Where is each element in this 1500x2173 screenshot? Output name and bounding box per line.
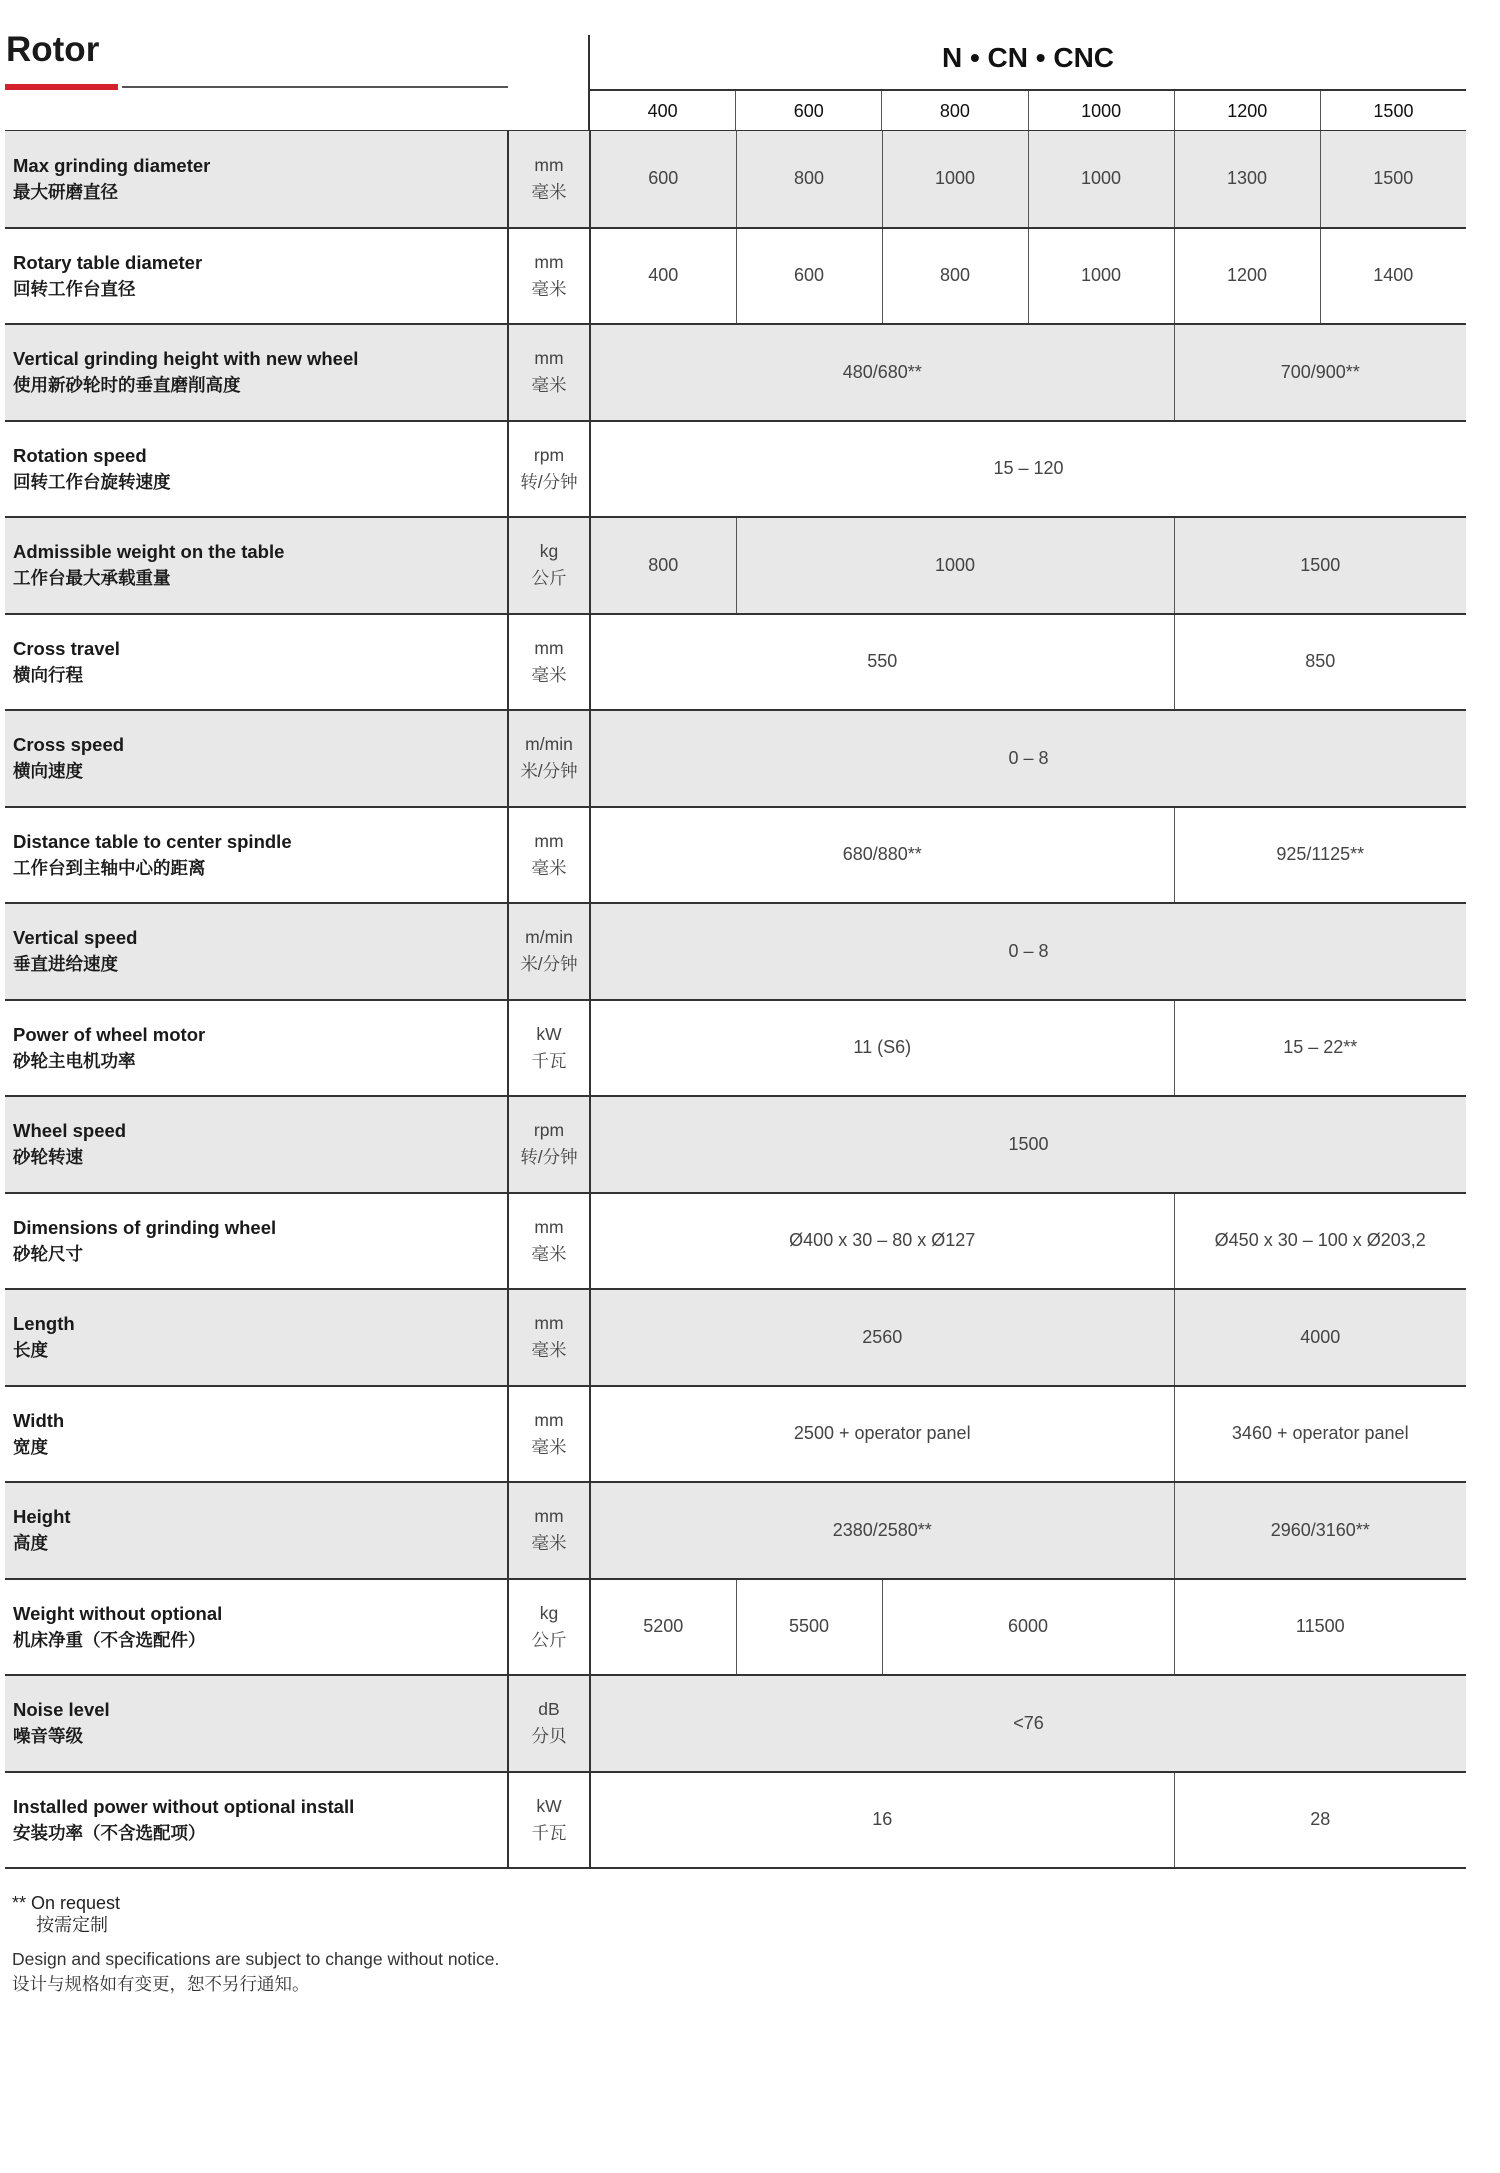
footnote [12, 1892, 120, 1936]
value-cell: Ø400 x 30 – 80 x Ø127 [590, 1193, 1174, 1290]
parameter-name-zh: 回转工作台旋转速度 [13, 471, 171, 492]
value-cell: 5500 [736, 1579, 882, 1676]
parameter-cell [5, 1193, 508, 1290]
value-cell: 800 [882, 228, 1028, 325]
parameter-cell [5, 1386, 508, 1483]
parameter-name-zh: 安装功率（不含选配项） [13, 1822, 206, 1843]
table-row [5, 710, 1466, 807]
unit-zh: 转/分钟 [520, 1147, 578, 1168]
disclaimer-en: Design and specifications are subject to change without notice. [12, 1949, 500, 1969]
unit-cell [508, 1000, 590, 1097]
parameter-name-en: Cross travel [13, 637, 120, 659]
table-row [5, 517, 1466, 614]
unit-zh: 米/分钟 [520, 761, 578, 782]
value-cell: 1500 [590, 1096, 1466, 1193]
table-row [5, 421, 1466, 518]
parameter-name-zh: 工作台最大承载重量 [13, 568, 171, 589]
table-row [5, 1096, 1466, 1193]
value-cell: 0 – 8 [590, 710, 1466, 807]
parameter-cell [5, 324, 508, 421]
unit-en: kW [536, 1795, 562, 1816]
unit-en: mm [534, 1506, 564, 1527]
parameter-name-en: Distance table to center spindle [13, 830, 292, 852]
unit-cell [508, 614, 590, 711]
parameter-cell [5, 1675, 508, 1772]
unit-zh: 毫米 [531, 375, 567, 396]
disclaimer-zh: 设计与规格如有变更，恕不另行通知。 [12, 1974, 310, 1994]
value-cell: 1400 [1320, 228, 1466, 325]
unit-cell [508, 710, 590, 807]
unit-en: mm [534, 830, 564, 851]
parameter-cell [5, 131, 508, 228]
disclaimer [12, 1947, 499, 1997]
parameter-name-en: Power of wheel motor [13, 1023, 206, 1045]
unit-en: mm [534, 637, 564, 658]
unit-cell [508, 1289, 590, 1386]
value-cell: 800 [590, 517, 736, 614]
parameter-name-en: Rotary table diameter [13, 251, 203, 273]
parameter-name-zh: 噪音等级 [13, 1726, 83, 1747]
parameter-name-zh: 工作台到主轴中心的距离 [13, 857, 206, 878]
value-cell: 2960/3160** [1174, 1482, 1466, 1579]
value-cell: <76 [590, 1675, 1466, 1772]
unit-zh: 毫米 [531, 664, 567, 685]
unit-en: rpm [533, 444, 565, 465]
value-cell: 6000 [882, 1579, 1174, 1676]
value-cell: 1000 [736, 517, 1174, 614]
unit-zh: 毫米 [531, 1243, 567, 1264]
parameter-name-zh: 横向速度 [13, 761, 83, 782]
table-row [5, 324, 1466, 421]
unit-cell [508, 1772, 590, 1869]
unit-zh: 米/分钟 [520, 954, 578, 975]
unit-cell [508, 1482, 590, 1579]
unit-zh: 千瓦 [531, 1050, 567, 1071]
parameter-cell [5, 421, 508, 518]
unit-cell [508, 807, 590, 904]
value-cell: Ø450 x 30 – 100 x Ø203,2 [1174, 1193, 1466, 1290]
value-cell: 600 [590, 131, 736, 228]
value-cell: 15 – 22** [1174, 1000, 1466, 1097]
unit-en: mm [534, 1409, 564, 1430]
value-cell: 1000 [1028, 228, 1174, 325]
unit-cell [508, 324, 590, 421]
table-row [5, 131, 1466, 228]
parameter-name-en: Admissible weight on the table [13, 541, 285, 563]
unit-zh: 分贝 [531, 1726, 567, 1747]
parameter-cell [5, 228, 508, 325]
unit-zh: 毫米 [531, 1533, 567, 1554]
parameter-name-zh: 回转工作台直径 [13, 278, 136, 299]
spec-table [5, 131, 1466, 1869]
value-cell: 680/880** [590, 807, 1174, 904]
value-cell: 11500 [1174, 1579, 1466, 1676]
unit-cell [508, 1386, 590, 1483]
parameter-name-en: Max grinding diameter [13, 154, 211, 176]
table-row [5, 1482, 1466, 1579]
parameter-name-en: Cross speed [13, 734, 125, 756]
value-cell: 11 (S6) [590, 1000, 1174, 1097]
table-row [5, 614, 1466, 711]
table-row [5, 807, 1466, 904]
unit-en: kg [539, 541, 559, 562]
unit-cell [508, 1675, 590, 1772]
value-cell: 1000 [882, 131, 1028, 228]
parameter-cell [5, 1096, 508, 1193]
title-underline [122, 86, 508, 88]
model-header: 1200 [1175, 91, 1321, 131]
series-title: N • CN • CNC [941, 42, 1115, 73]
unit-zh: 毫米 [531, 181, 567, 202]
parameter-name-en: Noise level [13, 1699, 110, 1721]
unit-cell [508, 421, 590, 518]
unit-zh: 公斤 [531, 1629, 567, 1650]
parameter-cell [5, 517, 508, 614]
footnote-zh: 按需定制 [36, 1915, 108, 1935]
parameter-name-en: Width [13, 1409, 65, 1431]
table-row [5, 1579, 1466, 1676]
unit-en: m/min [525, 734, 573, 755]
value-cell: 480/680** [590, 324, 1174, 421]
unit-en: mm [534, 1313, 564, 1334]
table-row [5, 1386, 1466, 1483]
unit-en: kW [536, 1023, 562, 1044]
unit-cell [508, 1096, 590, 1193]
table-row [5, 1675, 1466, 1772]
parameter-cell [5, 1482, 508, 1579]
parameter-name-zh: 横向行程 [13, 664, 83, 685]
table-row [5, 1289, 1466, 1386]
value-cell: 925/1125** [1174, 807, 1466, 904]
parameter-name-en: Length [13, 1313, 75, 1335]
spec-table-body [5, 131, 1466, 1868]
unit-zh: 毫米 [531, 857, 567, 878]
parameter-name-en: Weight without optional [13, 1602, 223, 1624]
table-row [5, 1000, 1466, 1097]
unit-cell [508, 1193, 590, 1290]
parameter-name-zh: 砂轮主电机功率 [13, 1050, 136, 1071]
value-cell: 600 [736, 228, 882, 325]
unit-en: mm [534, 154, 564, 175]
parameter-cell [5, 1579, 508, 1676]
parameter-name-en: Vertical speed [13, 927, 138, 949]
table-row [5, 228, 1466, 325]
value-cell: 800 [736, 131, 882, 228]
unit-zh: 毫米 [531, 1436, 567, 1457]
table-row [5, 1193, 1466, 1290]
unit-cell [508, 1579, 590, 1676]
parameter-cell [5, 710, 508, 807]
value-cell: 1500 [1320, 131, 1466, 228]
model-header: 1500 [1373, 101, 1414, 121]
unit-cell [508, 131, 590, 228]
unit-en: mm [534, 1216, 564, 1237]
value-cell: 15 – 120 [590, 421, 1466, 518]
parameter-name-zh: 使用新砂轮时的垂直磨削高度 [13, 375, 241, 396]
model-header: 600 [736, 91, 882, 131]
value-cell: 4000 [1174, 1289, 1466, 1386]
parameter-name-en: Installed power without optional install [13, 1795, 355, 1817]
value-cell: 2560 [590, 1289, 1174, 1386]
parameter-name-en: Rotation speed [13, 444, 147, 466]
unit-cell [508, 517, 590, 614]
table-row [5, 903, 1466, 1000]
footnote-marker: ** On request [12, 1893, 121, 1913]
unit-en: kg [539, 1602, 559, 1623]
value-cell: 28 [1174, 1772, 1466, 1869]
parameter-name-zh: 机床净重（不含选配件） [13, 1629, 206, 1650]
unit-cell [508, 228, 590, 325]
unit-zh: 毫米 [531, 1340, 567, 1361]
value-cell: 1300 [1174, 131, 1320, 228]
unit-zh: 毫米 [531, 278, 567, 299]
page-title: Rotor [6, 30, 100, 69]
value-cell: 700/900** [1174, 324, 1466, 421]
unit-zh: 千瓦 [531, 1822, 567, 1843]
parameter-cell [5, 807, 508, 904]
unit-en: mm [534, 348, 564, 369]
parameter-name-zh: 垂直进给速度 [13, 954, 118, 975]
parameter-name-zh: 宽度 [13, 1436, 48, 1457]
value-cell: 3460 + operator panel [1174, 1386, 1466, 1483]
parameter-name-zh: 高度 [13, 1533, 48, 1554]
unit-zh: 转/分钟 [520, 471, 578, 492]
parameter-name-zh: 砂轮转速 [13, 1147, 83, 1168]
model-header-row [590, 91, 1466, 131]
value-cell: 850 [1174, 614, 1466, 711]
parameter-cell [5, 1772, 508, 1869]
parameter-cell [5, 903, 508, 1000]
value-cell: 0 – 8 [590, 903, 1466, 1000]
parameter-name-en: Dimensions of grinding wheel [13, 1216, 277, 1238]
parameter-name-zh: 长度 [13, 1340, 48, 1361]
value-cell: 16 [590, 1772, 1174, 1869]
value-cell: 1500 [1174, 517, 1466, 614]
parameter-cell [5, 1000, 508, 1097]
model-header: 1000 [1029, 91, 1175, 131]
parameter-name-zh: 最大研磨直径 [13, 181, 118, 202]
unit-en: rpm [533, 1120, 565, 1141]
value-cell: 1200 [1174, 228, 1320, 325]
unit-cell [508, 903, 590, 1000]
table-row [5, 1772, 1466, 1869]
parameter-cell [5, 1289, 508, 1386]
title-accent-bar [5, 84, 118, 90]
unit-en: dB [538, 1699, 560, 1720]
value-cell: 2380/2580** [590, 1482, 1174, 1579]
value-cell: 400 [590, 228, 736, 325]
model-header: 400 [590, 91, 736, 131]
parameter-name-zh: 砂轮尺寸 [13, 1243, 83, 1264]
value-cell: 5200 [590, 1579, 736, 1676]
parameter-name-en: Height [13, 1506, 71, 1528]
value-cell: 2500 + operator panel [590, 1386, 1174, 1483]
value-cell: 550 [590, 614, 1174, 711]
parameter-cell [5, 614, 508, 711]
unit-en: mm [534, 251, 564, 272]
value-cell: 1000 [1028, 131, 1174, 228]
unit-zh: 公斤 [531, 568, 567, 589]
parameter-name-en: Wheel speed [13, 1120, 127, 1142]
parameter-name-en: Vertical grinding height with new wheel [13, 348, 359, 370]
unit-en: m/min [525, 927, 573, 948]
model-header: 800 [882, 91, 1028, 131]
